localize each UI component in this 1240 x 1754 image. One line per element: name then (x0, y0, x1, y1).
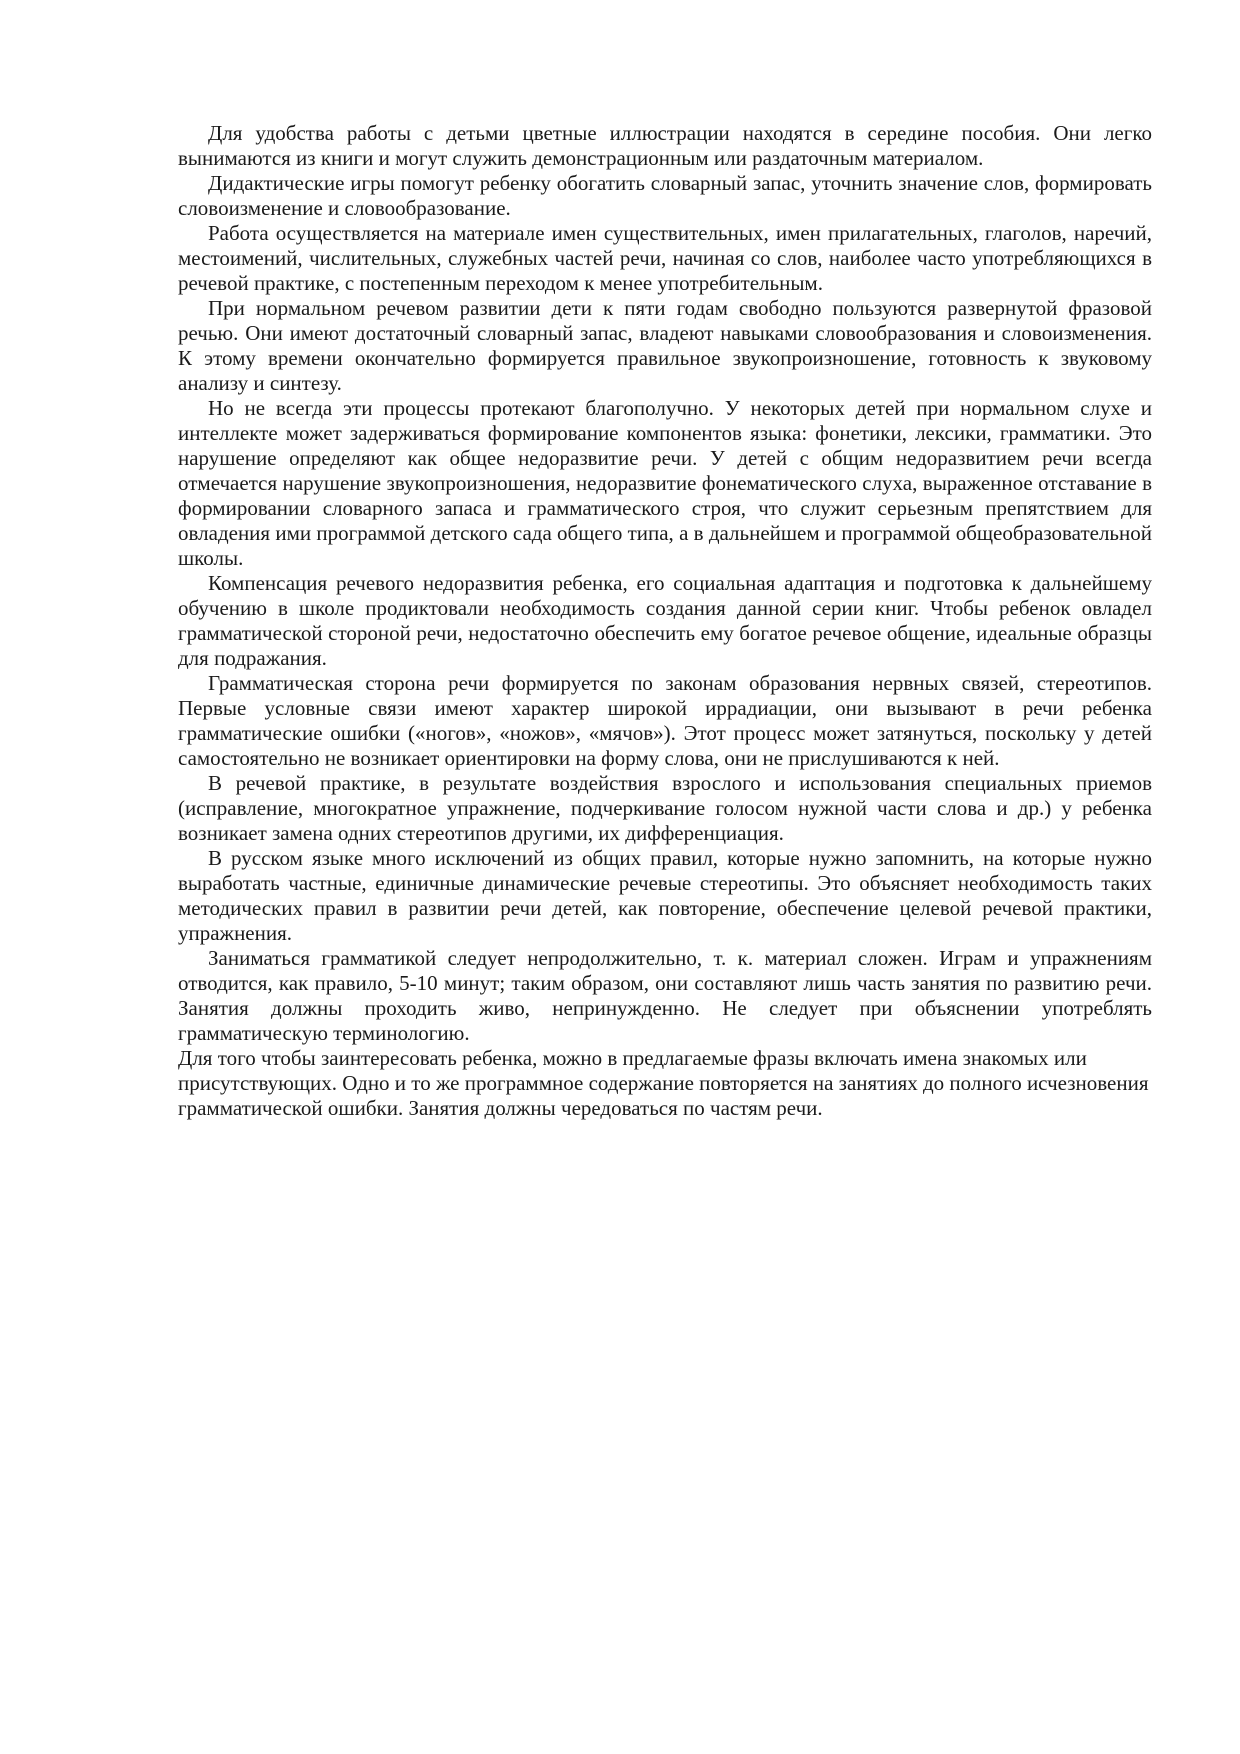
paragraph-1: Для удобства работы с детьми цветные иллюстрации находятся в середине пособия. Они легко вынимаются из книги и могут служить демонстрационным или раздаточным материалом. (178, 121, 1152, 170)
paragraph-9: В русском языке много исключений из общих правил, которые нужно запомнить, на которые нужно выработать частные, единичные динамические речевые стереотипы. Это объясняет необходимость таких методических правил в развитии речи детей, как повторение, обеспечение целевой речевой практики, упражнения. (178, 846, 1152, 945)
paragraph-8: В речевой практике, в результате воздействия взрослого и использования специальных приемов (исправление, многократное упражнение, подчеркивание голосом нужной части слова и др.) у ребенка возникает замена одних стереотипов другими, их дифференциация. (178, 771, 1152, 845)
paragraph-7: Грамматическая сторона речи формируется по законам образования нервных связей, стереотипов. Первые условные связи имеют характер широкой иррадиации, они вызывают в речи ребенка грамматические ошибки («ногов», «ножов», «мячов»). Этот процесс может затянуться, поскольку у детей самостоятельно не возникает ориентировки на форму слова, они не прислушиваются к ней. (178, 671, 1152, 770)
paragraph-11: Для того чтобы заинтересовать ребенка, можно в предлагаемые фразы включать имена знакомых или присутствующих. Одно и то же программное содержание повторяется на занятиях до полного исчезновения грамматической ошибки. Занятия должны чередоваться по частям речи. (178, 1046, 1149, 1120)
paragraph-5: Но не всегда эти процессы протекают благополучно. У некоторых детей при нормальном слухе и интеллекте может задерживаться формирование компонентов языка: фонетики, лексики, грамматики. Это нарушение определяют как общее недоразвитие речи. У детей с общим недоразвитием речи всегда отмечается нарушение звукопроизношения, недоразвитие фонематического слуха, выраженное отставание в формировании словарного запаса и грамматического строя, что служит серьезным препятствием для овладения ими программой детского сада общего типа, а в дальнейшем и программой общеобразовательной школы. (178, 396, 1152, 570)
paragraph-3: Работа осуществляется на материале имен существительных, имен прилагательных, глаголов, наречий, местоимений, числительных, служебных частей речи, начиная со слов, наиболее часто употребляющихся в речевой практике, с постепенным переходом к менее употребительным. (178, 221, 1152, 295)
body-text (178, 121, 1152, 1121)
paragraph-4: При нормальном речевом развитии дети к пяти годам свободно пользуются развернутой фразовой речью. Они имеют достаточный словарный запас, владеют навыками словообразования и словоизменения. К этому времени окончательно формируется правильное звукопроизношение, готовность к звуковому анализу и синтезу. (178, 296, 1152, 395)
paragraph-6: Компенсация речевого недоразвития ребенка, его социальная адаптация и подготовка к дальнейшему обучению в школе продиктовали необходимость создания данной серии книг. Чтобы ребенок овладел грамматической стороной речи, недостаточно обеспечить ему богатое речевое общение, идеальные образцы для подражания. (178, 571, 1152, 670)
paragraph-10: Заниматься грамматикой следует непродолжительно, т. к. материал сложен. Играм и упражнениям отводится, как правило, 5-10 минут; таким образом, они составляют лишь часть занятия по развитию речи. Занятия должны проходить живо, непринужденно. Не следует при объяснении употреблять грамматическую терминологию. (178, 946, 1152, 1045)
paragraph-2: Дидактические игры помогут ребенку обогатить словарный запас, уточнить значение слов, формировать словоизменение и словообразование. (178, 171, 1152, 220)
